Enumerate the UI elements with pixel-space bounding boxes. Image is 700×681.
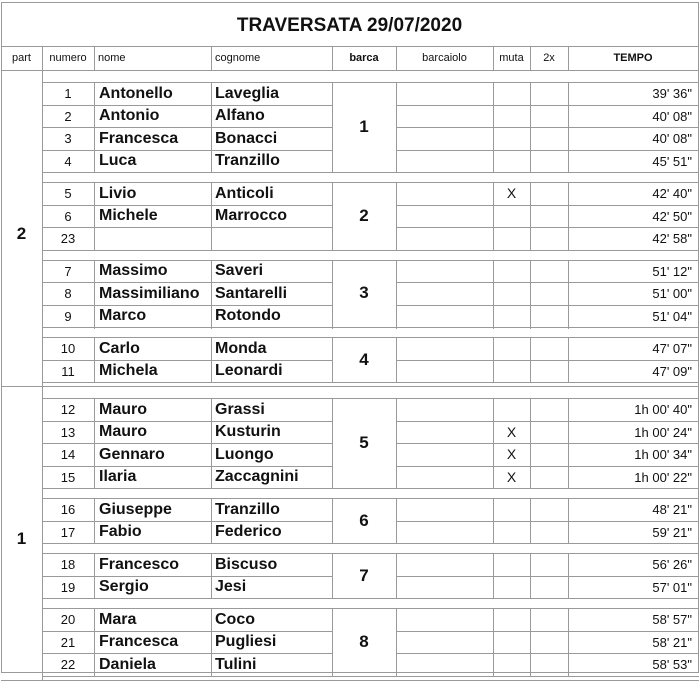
column-rule xyxy=(211,553,212,599)
numero-cell: 21 xyxy=(60,634,76,650)
boat-top-rule xyxy=(42,337,699,338)
part-rule xyxy=(1,386,699,387)
column-rule xyxy=(94,608,95,677)
cognome-cell: Santarelli xyxy=(215,284,288,302)
nome-cell: Francesca xyxy=(99,633,179,650)
nome-cell: Mauro xyxy=(99,423,147,440)
muta-cell: X xyxy=(506,468,517,485)
tempo-cell: 56' 26" xyxy=(652,557,692,572)
boat-top-rule xyxy=(42,82,699,83)
boat-label: 4 xyxy=(359,349,369,369)
nome-cell: Gennaro xyxy=(99,445,165,463)
column-rule xyxy=(396,608,397,677)
numero-cell: 19 xyxy=(60,579,76,595)
column-rule xyxy=(530,498,531,544)
tempo-cell: 42' 58" xyxy=(652,231,692,246)
numero-cell: 3 xyxy=(64,131,72,146)
numero-cell: 11 xyxy=(61,363,75,379)
row-rule xyxy=(396,421,699,422)
numero-cell: 10 xyxy=(60,341,76,356)
row-rule xyxy=(42,421,333,422)
column-rule xyxy=(211,608,212,677)
cognome-cell: Monda xyxy=(215,339,267,357)
column-rule xyxy=(94,553,95,599)
numero-cell: 9 xyxy=(64,308,72,324)
nome-cell: Carlo xyxy=(99,339,140,357)
row-rule xyxy=(396,631,699,632)
boat-bottom-rule xyxy=(42,488,699,489)
tempo-cell: 40' 08" xyxy=(652,108,692,124)
column-rule xyxy=(94,337,95,383)
cognome-cell: Jesi xyxy=(215,578,247,595)
header-barca: barca xyxy=(349,52,379,64)
sheet-title: TRAVERSATA 29/07/2020 xyxy=(236,15,463,36)
column-rule xyxy=(396,337,397,383)
tempo-cell: 42' 50" xyxy=(652,208,692,224)
column-rule xyxy=(396,398,397,489)
numero-cell: 15 xyxy=(60,469,76,485)
row-rule xyxy=(42,360,333,361)
numero-cell: 14 xyxy=(60,447,76,462)
cognome-cell: Federico xyxy=(215,523,282,540)
cognome-cell: Biscuso xyxy=(215,555,278,573)
header-muta: muta xyxy=(499,52,524,64)
cognome-cell: Saveri xyxy=(215,262,264,279)
tempo-cell: 1h 00' 22" xyxy=(634,469,692,485)
nome-cell: Mauro xyxy=(99,400,147,418)
column-rule xyxy=(568,398,569,489)
header-rule xyxy=(1,70,699,71)
numero-cell: 22 xyxy=(60,657,76,672)
tempo-cell: 58' 53" xyxy=(652,657,692,672)
header-barcaiolo: barcaiolo xyxy=(422,52,467,64)
boat-bottom-rule xyxy=(42,543,699,544)
column-rule xyxy=(396,82,397,173)
column-rule xyxy=(94,398,95,489)
boat-top-rule xyxy=(42,398,699,399)
nome-cell: Michele xyxy=(99,207,158,224)
row-rule xyxy=(396,150,699,151)
cognome-cell: Alfano xyxy=(215,107,265,124)
row-rule xyxy=(42,127,333,128)
numero-cell: 2 xyxy=(64,108,72,124)
numero-cell: 13 xyxy=(60,424,76,440)
row-rule xyxy=(42,443,333,444)
column-rule xyxy=(211,82,212,173)
row-rule xyxy=(42,631,333,632)
boat-bottom-rule xyxy=(42,382,699,383)
nome-cell: Francesco xyxy=(99,555,180,573)
nome-cell: Daniela xyxy=(99,655,156,673)
tempo-cell: 45' 51" xyxy=(652,153,692,169)
nome-cell: Ilaria xyxy=(99,468,137,485)
tempo-cell: 1h 00' 40" xyxy=(634,402,692,417)
cognome-cell: Marrocco xyxy=(215,207,288,224)
column-rule xyxy=(568,553,569,599)
column-rule xyxy=(211,498,212,544)
numero-cell: 7 xyxy=(64,263,72,279)
cognome-cell: Zaccagnini xyxy=(215,468,299,485)
header-tempo: TEMPO xyxy=(613,52,653,64)
boat-label: 5 xyxy=(359,433,369,452)
boat-bottom-rule xyxy=(42,327,699,328)
title-rule xyxy=(1,46,699,47)
column-rule xyxy=(42,70,43,387)
nome-cell: Antonio xyxy=(99,107,160,124)
column-rule xyxy=(94,46,95,71)
column-rule xyxy=(211,337,212,383)
row-rule xyxy=(396,105,699,106)
row-rule xyxy=(396,305,699,306)
muta-cell: X xyxy=(506,446,517,462)
header-x2: 2x xyxy=(543,52,555,64)
row-rule xyxy=(396,127,699,128)
nome-cell: Massimo xyxy=(99,262,168,279)
column-rule xyxy=(493,260,494,329)
cognome-cell: Grassi xyxy=(215,400,265,418)
boat-top-rule xyxy=(42,608,699,609)
boat-label: 1 xyxy=(359,117,369,136)
numero-cell: 5 xyxy=(64,186,72,201)
column-rule xyxy=(530,398,531,489)
column-rule xyxy=(94,260,95,329)
boat-top-rule xyxy=(42,498,699,499)
tempo-cell: 59' 21" xyxy=(652,524,692,540)
nome-cell: Massimiliano xyxy=(99,284,200,302)
row-rule xyxy=(396,443,699,444)
numero-cell: 4 xyxy=(64,153,72,169)
nome-cell: Fabio xyxy=(99,523,142,540)
boat-top-rule xyxy=(42,260,699,261)
header-numero: numero xyxy=(49,52,87,64)
numero-cell: 16 xyxy=(60,502,76,517)
cognome-cell: Bonacci xyxy=(215,129,278,147)
cognome-cell: Tulini xyxy=(215,655,257,673)
column-rule xyxy=(42,386,43,681)
column-rule xyxy=(42,46,43,71)
cognome-cell: Luongo xyxy=(215,445,274,463)
nome-cell: Michela xyxy=(99,362,158,379)
row-rule xyxy=(42,205,333,206)
column-rule xyxy=(396,182,397,251)
numero-cell: 1 xyxy=(64,86,72,101)
tempo-cell: 1h 00' 24" xyxy=(634,424,692,440)
cognome-cell: Pugliesi xyxy=(215,633,277,650)
numero-cell: 17 xyxy=(60,524,76,540)
column-rule xyxy=(493,337,494,383)
muta-cell: X xyxy=(506,423,517,440)
column-rule xyxy=(493,398,494,489)
row-rule xyxy=(396,360,699,361)
nome-cell: Marco xyxy=(99,307,147,324)
boat-label: 7 xyxy=(359,565,369,585)
muta-cell: X xyxy=(506,185,517,201)
column-rule xyxy=(396,46,397,71)
column-rule xyxy=(94,182,95,251)
tempo-cell: 1h 00' 34" xyxy=(634,447,692,462)
column-rule xyxy=(530,46,531,71)
row-rule xyxy=(42,466,333,467)
row-rule xyxy=(42,227,333,228)
tempo-cell: 39' 36" xyxy=(652,86,692,101)
row-rule xyxy=(396,521,699,522)
header-cognome: cognome xyxy=(215,52,261,64)
column-rule xyxy=(530,260,531,329)
row-rule xyxy=(396,576,699,577)
nome-cell: Sergio xyxy=(99,578,149,595)
cognome-cell: Kusturin xyxy=(215,423,281,440)
nome-cell: Antonello xyxy=(99,84,173,102)
nome-cell: Francesca xyxy=(99,129,179,147)
numero-cell: 23 xyxy=(60,231,76,246)
row-rule xyxy=(42,105,333,106)
tempo-cell: 58' 21" xyxy=(652,634,692,650)
nome-cell: Luca xyxy=(99,152,137,169)
column-rule xyxy=(493,608,494,677)
boat-top-rule xyxy=(42,553,699,554)
row-rule xyxy=(42,305,333,306)
nome-cell: Livio xyxy=(99,184,137,202)
column-rule xyxy=(493,553,494,599)
row-rule xyxy=(396,653,699,654)
part-label: 2 xyxy=(16,224,27,243)
boat-bottom-rule xyxy=(42,676,699,677)
column-rule xyxy=(211,260,212,329)
column-rule xyxy=(568,337,569,383)
column-rule xyxy=(568,608,569,677)
column-rule xyxy=(530,553,531,599)
results-sheet xyxy=(1,2,699,674)
row-rule xyxy=(42,521,333,522)
column-rule xyxy=(568,82,569,173)
column-rule xyxy=(568,260,569,329)
boat-label: 2 xyxy=(359,205,369,225)
column-rule xyxy=(568,182,569,251)
nome-cell: Giuseppe xyxy=(99,500,172,518)
row-rule xyxy=(42,150,333,151)
boat-top-rule xyxy=(42,182,699,183)
row-rule xyxy=(396,205,699,206)
column-rule xyxy=(211,182,212,251)
row-rule xyxy=(42,282,333,283)
column-rule xyxy=(568,498,569,544)
column-rule xyxy=(396,498,397,544)
column-rule xyxy=(211,398,212,489)
cognome-cell: Rotondo xyxy=(215,307,281,324)
column-rule xyxy=(530,608,531,677)
border-bottom xyxy=(1,672,699,673)
tempo-cell: 47' 07" xyxy=(652,341,692,356)
column-rule xyxy=(332,46,333,71)
cognome-cell: Anticoli xyxy=(215,184,274,202)
border-right xyxy=(698,2,699,673)
column-rule xyxy=(493,182,494,251)
row-rule xyxy=(42,576,333,577)
part-label: 1 xyxy=(16,528,27,548)
border-left xyxy=(1,2,2,673)
numero-cell: 6 xyxy=(64,208,72,224)
column-rule xyxy=(493,82,494,173)
column-rule xyxy=(493,46,494,71)
tempo-cell: 57' 01" xyxy=(652,579,692,595)
boat-label: 8 xyxy=(359,631,369,651)
column-rule xyxy=(530,182,531,251)
cognome-cell: Tranzillo xyxy=(215,152,280,169)
tempo-cell: 51' 00" xyxy=(652,286,692,301)
numero-cell: 18 xyxy=(60,557,76,572)
cognome-cell: Tranzillo xyxy=(215,500,280,518)
row-rule xyxy=(396,282,699,283)
boat-label: 3 xyxy=(359,283,369,303)
boat-label: 6 xyxy=(359,510,369,530)
numero-cell: 12 xyxy=(60,402,76,417)
boat-bottom-rule xyxy=(42,250,699,251)
column-rule xyxy=(530,82,531,173)
boat-bottom-rule xyxy=(42,172,699,173)
column-rule xyxy=(530,337,531,383)
cognome-cell: Leonardi xyxy=(215,362,283,379)
header-part: part xyxy=(12,52,31,64)
column-rule xyxy=(568,46,569,71)
tempo-cell: 51' 04" xyxy=(652,308,692,324)
row-rule xyxy=(42,653,333,654)
boat-bottom-rule xyxy=(42,598,699,599)
numero-cell: 8 xyxy=(64,286,72,301)
cognome-cell: Coco xyxy=(215,610,255,628)
border-top xyxy=(1,2,699,3)
column-rule xyxy=(493,498,494,544)
column-rule xyxy=(396,553,397,599)
row-rule xyxy=(396,466,699,467)
tempo-cell: 42' 40" xyxy=(652,186,692,201)
tempo-cell: 40' 08" xyxy=(652,131,692,146)
column-rule xyxy=(396,260,397,329)
tempo-cell: 58' 57" xyxy=(652,612,692,627)
row-rule xyxy=(396,227,699,228)
numero-cell: 20 xyxy=(60,612,76,627)
tempo-cell: 47' 09" xyxy=(652,363,692,379)
nome-cell: Mara xyxy=(99,610,137,628)
column-rule xyxy=(94,82,95,173)
column-rule xyxy=(211,46,212,71)
tempo-cell: 51' 12" xyxy=(652,263,692,279)
header-nome: nome xyxy=(98,52,126,64)
column-rule xyxy=(94,498,95,544)
tempo-cell: 48' 21" xyxy=(652,502,692,517)
cognome-cell: Laveglia xyxy=(215,84,280,102)
